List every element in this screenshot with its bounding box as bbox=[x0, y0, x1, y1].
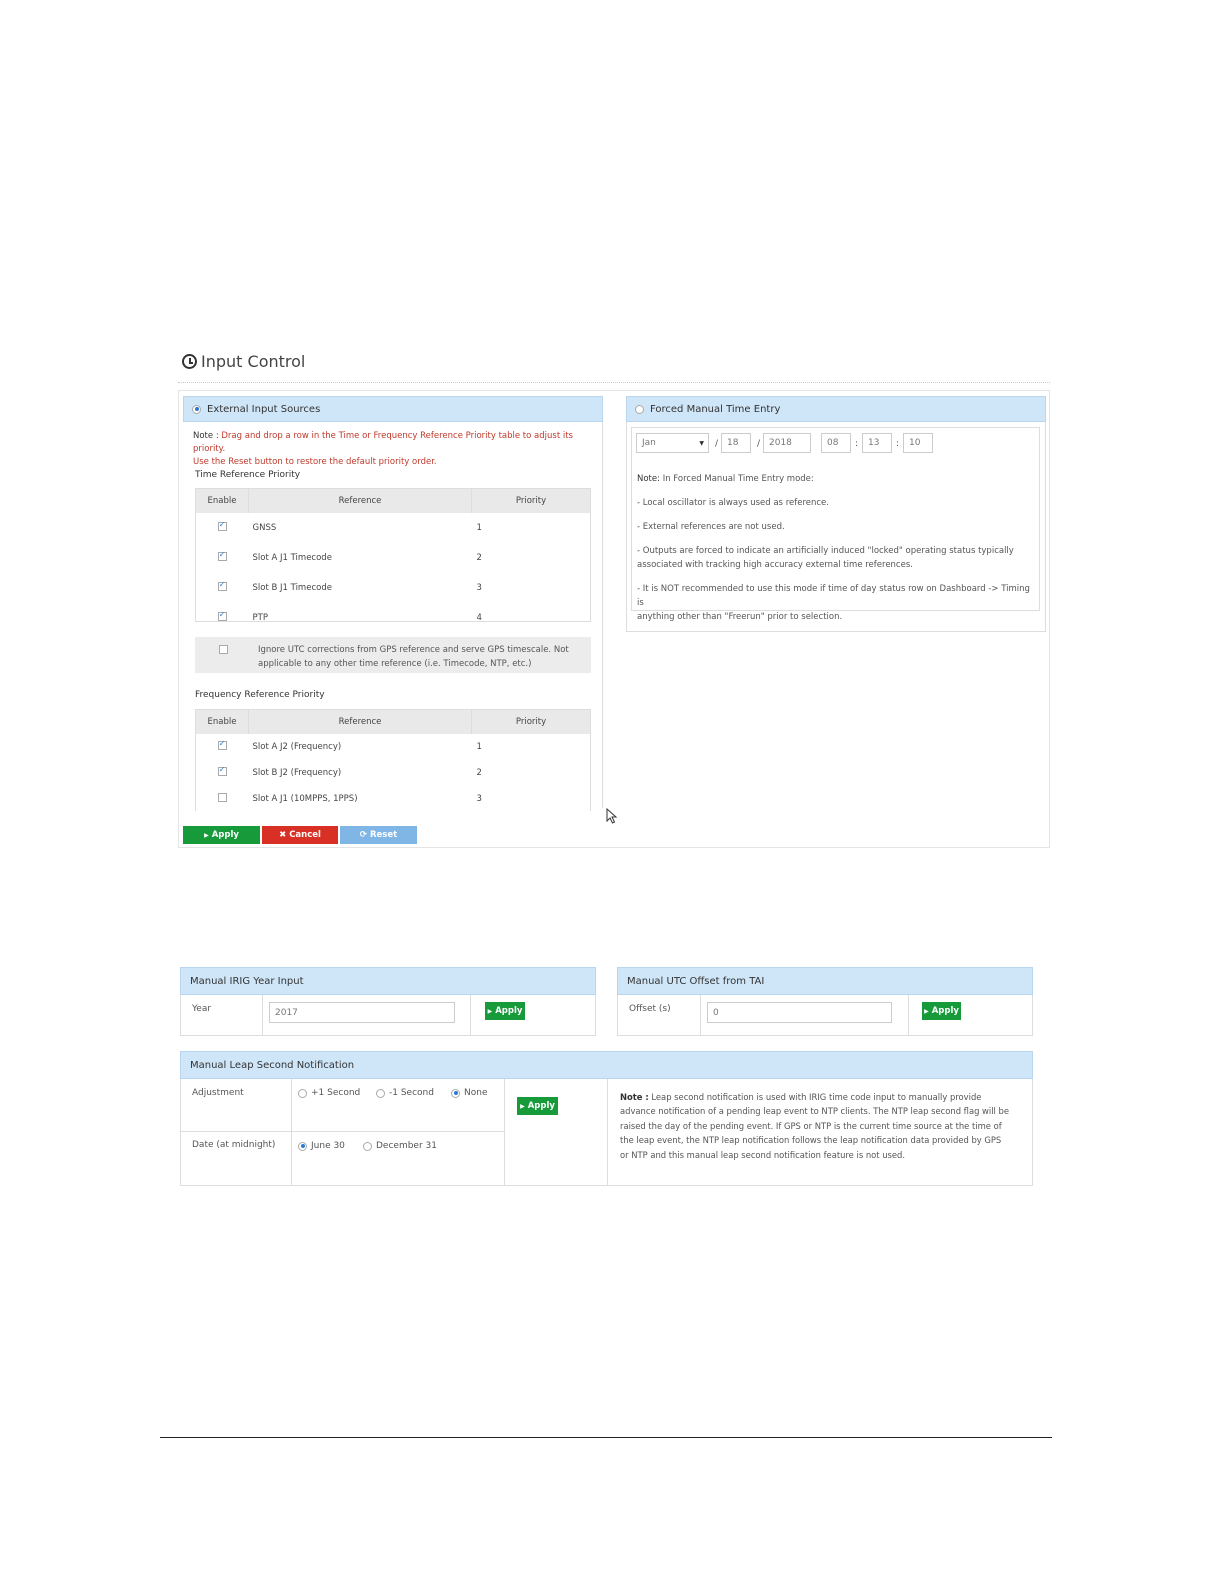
close-icon: ✖ bbox=[279, 830, 287, 840]
date-separator: / bbox=[757, 439, 761, 449]
none-radio[interactable] bbox=[451, 1089, 460, 1098]
external-note bbox=[193, 430, 603, 469]
plus-one-option[interactable] bbox=[298, 1088, 360, 1098]
table-row[interactable] bbox=[196, 786, 590, 812]
manual-note-bullet: - External references are not used. bbox=[637, 522, 785, 532]
june-option[interactable] bbox=[298, 1141, 345, 1151]
reset-label: Reset bbox=[369, 830, 398, 840]
priority-cell: 3 bbox=[476, 794, 482, 804]
adjustment-label: Adjustment bbox=[192, 1088, 244, 1098]
note-text-2: Use the Reset button to restore the default priority order. bbox=[193, 457, 437, 467]
reset-button[interactable] bbox=[340, 826, 417, 844]
leap-note-line: the leap event, the NTP leap notification follows the leap notification data provided by GPS bbox=[620, 1135, 1002, 1146]
priority-cell: 1 bbox=[476, 523, 482, 533]
external-sources-title: External Input Sources bbox=[207, 403, 321, 415]
irig-year-label: Year bbox=[192, 1004, 212, 1014]
month-value: Jan bbox=[642, 438, 656, 448]
minus-one-option[interactable] bbox=[376, 1088, 434, 1098]
leap-note-line: advance notification of a pending leap event to NTP clients. The NTP leap second flag will be bbox=[620, 1106, 1010, 1117]
enable-checkbox[interactable] bbox=[218, 793, 227, 802]
table-header-row bbox=[196, 489, 590, 513]
date-label: Date (at midnight) bbox=[192, 1140, 276, 1150]
play-icon: ▶ bbox=[924, 1007, 929, 1015]
manual-note-label: Note: bbox=[637, 474, 660, 484]
title-divider bbox=[178, 382, 1050, 383]
play-icon: ▶ bbox=[520, 1102, 525, 1110]
priority-cell: 3 bbox=[476, 583, 482, 593]
priority-cell: 2 bbox=[476, 553, 482, 563]
ignore-utc-text-2: applicable to any other time reference (i.e. Timecode, NTP, etc.) bbox=[258, 659, 532, 669]
refresh-icon: ⟳ bbox=[359, 830, 367, 840]
col-reference: Reference bbox=[249, 489, 472, 513]
enable-checkbox[interactable] bbox=[218, 767, 227, 776]
leap-apply-label: Apply bbox=[527, 1101, 555, 1111]
leap-second-header: Manual Leap Second Notification bbox=[180, 1051, 1033, 1079]
manual-note-bullet: - It is NOT recommended to use this mode if time of day status row on Dashboard -> Timing is bbox=[637, 584, 1030, 608]
note-text-1: Drag and drop a row in the Time or Frequency Reference Priority table to adjust its priority. bbox=[193, 431, 573, 454]
second-input[interactable]: 10 bbox=[903, 433, 933, 453]
col-enable: Enable bbox=[196, 489, 249, 513]
leap-apply-button[interactable] bbox=[517, 1097, 558, 1115]
utc-offset-label: Offset (s) bbox=[629, 1004, 671, 1014]
utc-divider bbox=[908, 995, 909, 1036]
enable-checkbox[interactable] bbox=[218, 522, 227, 531]
play-icon: ▶ bbox=[487, 1007, 493, 1015]
ignore-utc-text-1: Ignore UTC corrections from GPS reference and serve GPS timescale. Not bbox=[258, 645, 569, 655]
reference-cell: Slot B J1 Timecode bbox=[252, 583, 332, 593]
december-label: December 31 bbox=[376, 1141, 437, 1151]
table-header-row bbox=[196, 710, 590, 734]
irig-divider bbox=[470, 995, 471, 1036]
reference-cell: GNSS bbox=[252, 523, 277, 533]
manual-entry-radio[interactable] bbox=[635, 405, 644, 414]
irig-year-input[interactable]: 2017 bbox=[269, 1002, 455, 1023]
leap-note-label: Note : bbox=[620, 1092, 649, 1102]
none-option[interactable] bbox=[451, 1088, 487, 1098]
reference-cell: PTP bbox=[252, 613, 268, 623]
table-row[interactable] bbox=[196, 734, 590, 760]
manual-note-bullet-cont: anything other than "Freerun" prior to selection. bbox=[637, 612, 843, 622]
table-row[interactable] bbox=[196, 603, 590, 633]
irig-divider bbox=[262, 995, 263, 1036]
manual-note-bullet-cont: associated with tracking high accuracy external time references. bbox=[637, 560, 913, 570]
june-radio[interactable] bbox=[298, 1142, 307, 1151]
page-title bbox=[182, 352, 305, 371]
december-option[interactable] bbox=[363, 1141, 437, 1151]
manual-entry-header[interactable] bbox=[626, 396, 1046, 422]
ignore-utc-option bbox=[195, 637, 591, 673]
time-priority-table bbox=[195, 488, 591, 622]
enable-checkbox[interactable] bbox=[218, 582, 227, 591]
priority-cell: 1 bbox=[476, 742, 482, 752]
reference-cell: Slot A J2 (Frequency) bbox=[252, 742, 342, 752]
page-title-text: Input Control bbox=[201, 352, 306, 371]
table-row[interactable] bbox=[196, 760, 590, 786]
col-reference: Reference bbox=[249, 710, 472, 734]
apply-label: Apply bbox=[211, 830, 239, 840]
minute-input[interactable]: 13 bbox=[862, 433, 892, 453]
december-radio[interactable] bbox=[363, 1142, 372, 1151]
external-sources-radio[interactable] bbox=[192, 405, 201, 414]
col-enable: Enable bbox=[196, 710, 249, 734]
freq-priority-table bbox=[195, 709, 591, 811]
table-row[interactable] bbox=[196, 513, 590, 543]
mouse-cursor-icon bbox=[606, 808, 618, 824]
year-input[interactable]: 2018 bbox=[763, 433, 811, 453]
note-label: Note : bbox=[193, 431, 219, 441]
external-sources-header[interactable] bbox=[183, 396, 603, 422]
col-priority: Priority bbox=[472, 489, 591, 513]
time-priority-title: Time Reference Priority bbox=[195, 470, 301, 480]
manual-note-intro: In Forced Manual Time Entry mode: bbox=[662, 474, 814, 484]
apply-button[interactable] bbox=[183, 826, 260, 844]
clock-icon bbox=[182, 354, 197, 369]
reference-cell: Slot A J1 Timecode bbox=[252, 553, 332, 563]
panel-divider bbox=[602, 422, 603, 808]
plus-one-radio[interactable] bbox=[298, 1089, 307, 1098]
leap-row-divider bbox=[180, 1131, 504, 1132]
table-row[interactable] bbox=[196, 573, 590, 603]
minus-one-radio[interactable] bbox=[376, 1089, 385, 1098]
cancel-label: Cancel bbox=[289, 830, 321, 840]
enable-checkbox[interactable] bbox=[218, 612, 227, 621]
leap-divider bbox=[607, 1079, 608, 1186]
priority-cell: 4 bbox=[476, 613, 482, 623]
date-separator: / bbox=[715, 439, 719, 449]
minus-one-label: -1 Second bbox=[389, 1088, 434, 1098]
footer-divider bbox=[160, 1437, 1052, 1438]
irig-apply-button[interactable] bbox=[485, 1002, 525, 1020]
play-icon: ▶ bbox=[204, 831, 209, 839]
enable-checkbox[interactable] bbox=[218, 552, 227, 561]
manual-note-bullet: - Local oscillator is always used as reference. bbox=[637, 498, 829, 508]
day-input[interactable]: 18 bbox=[721, 433, 751, 453]
hour-input[interactable]: 08 bbox=[821, 433, 851, 453]
utc-apply-label: Apply bbox=[931, 1006, 959, 1016]
col-priority: Priority bbox=[472, 710, 591, 734]
priority-cell: 2 bbox=[476, 768, 482, 778]
plus-one-label: +1 Second bbox=[311, 1088, 361, 1098]
month-select[interactable] bbox=[636, 433, 709, 453]
cancel-button[interactable] bbox=[262, 826, 338, 844]
leap-note-line: or NTP and this manual leap second notification feature is not used. bbox=[620, 1149, 906, 1160]
table-row[interactable] bbox=[196, 543, 590, 573]
time-separator: : bbox=[896, 439, 900, 449]
chevron-down-icon: ▼ bbox=[699, 439, 704, 447]
leap-note-line: Leap second notification is used with IRIG time code input to manually provide bbox=[651, 1092, 982, 1102]
june-label: June 30 bbox=[311, 1141, 345, 1151]
leap-divider bbox=[291, 1079, 292, 1186]
reference-cell: Slot B J2 (Frequency) bbox=[252, 768, 342, 778]
ignore-utc-checkbox[interactable] bbox=[219, 645, 228, 654]
manual-entry-title: Forced Manual Time Entry bbox=[650, 403, 781, 415]
utc-apply-button[interactable] bbox=[922, 1002, 961, 1020]
leap-divider bbox=[504, 1079, 505, 1186]
utc-offset-input[interactable]: 0 bbox=[707, 1002, 892, 1023]
manual-note-bullet: - Outputs are forced to indicate an artificially induced "locked" operating status typically bbox=[637, 546, 1014, 556]
manual-entry-note bbox=[637, 472, 1037, 624]
utc-divider bbox=[700, 995, 701, 1036]
freq-priority-title: Frequency Reference Priority bbox=[195, 690, 325, 700]
time-separator: : bbox=[855, 439, 859, 449]
utc-offset-header: Manual UTC Offset from TAI bbox=[617, 967, 1033, 995]
enable-checkbox[interactable] bbox=[218, 741, 227, 750]
leap-note-line: raised the day of the pending event. If GPS or NTP is the current time source at the time of bbox=[620, 1120, 1002, 1131]
leap-note bbox=[620, 1090, 1025, 1162]
irig-apply-label: Apply bbox=[495, 1006, 523, 1016]
irig-year-header: Manual IRIG Year Input bbox=[180, 967, 596, 995]
none-label: None bbox=[464, 1088, 488, 1098]
reference-cell: Slot A J1 (10MPPS, 1PPS) bbox=[252, 794, 358, 804]
